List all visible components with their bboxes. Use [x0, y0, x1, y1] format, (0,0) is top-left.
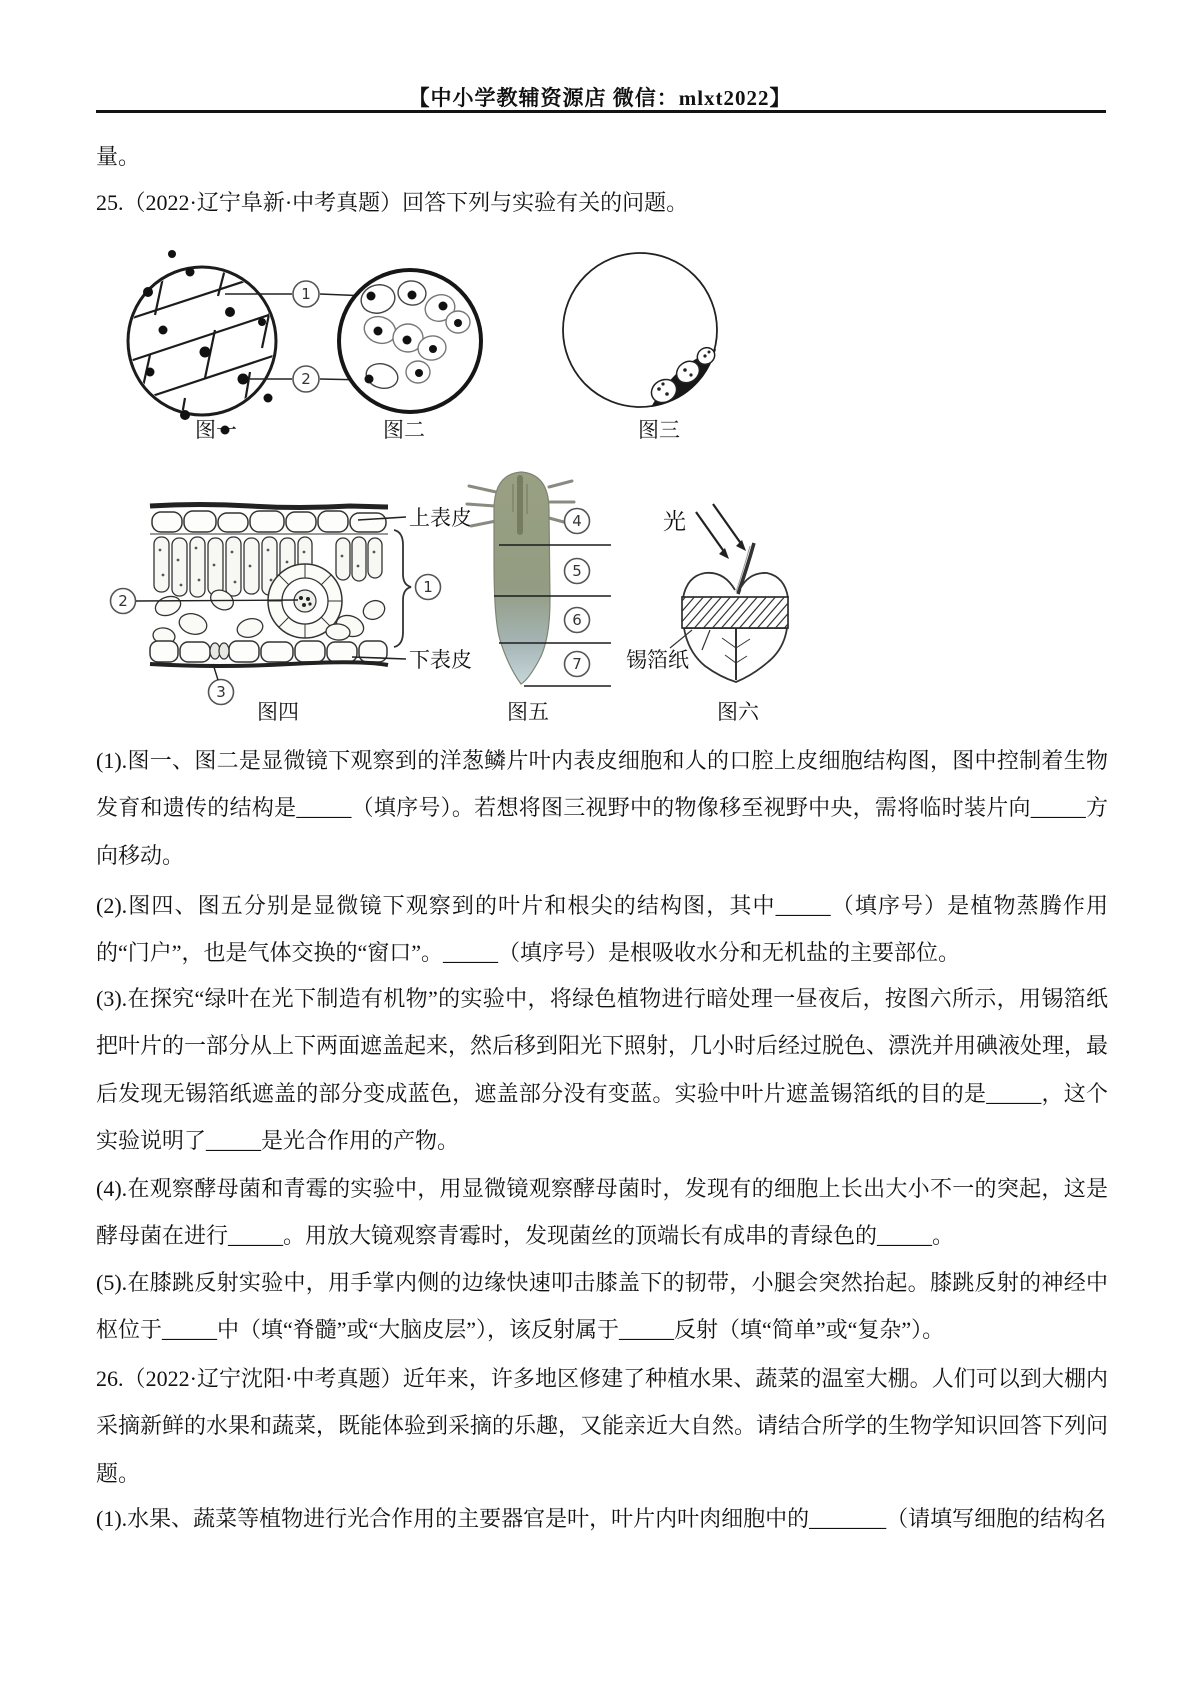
- marker-1: 1: [301, 285, 311, 303]
- fig2-oral-cells-diagram: [339, 270, 481, 412]
- fig4-marker-2: 2: [118, 592, 128, 610]
- fig3-field-of-view-diagram: [563, 253, 718, 407]
- fig5-marker-6: 6: [572, 611, 582, 629]
- fig4-lower-epidermis-label: 下表皮: [409, 648, 472, 672]
- question-25-2: (2).图四、图五分别是显微镜下观察到的叶片和根尖的结构图，其中_____（填序号）是植物蒸腾作用的“门户”，也是气体交换的“窗口”。_____（填序号）是根吸收水分和无机盐的主要部位。: [96, 893, 1108, 966]
- fig5-root-tip-diagram: [467, 472, 611, 686]
- fig2-caption: 图二: [383, 418, 425, 442]
- fig4-marker-1: 1: [423, 578, 433, 596]
- fig1-onion-cells-diagram: [118, 245, 290, 440]
- page-header: 【中小学教辅资源店 微信：mlxt2022】: [408, 86, 792, 110]
- question-26-1: (1).水果、蔬菜等植物进行光合作用的主要器官是叶，叶片内叶肉细胞中的_______（请填写细胞的结构名: [96, 1506, 1107, 1531]
- residual-text: 量。: [96, 144, 141, 169]
- header-rule: [96, 110, 1106, 113]
- fig5-marker-4: 4: [572, 512, 582, 530]
- question-25-5: (5).在膝跳反射实验中，用手掌内侧的边缘快速叩击膝盖下的韧带，小腿会突然抬起。膝跳反射的神经中枢位于_____中（填“脊髓”或“大脑皮层”），该反射属于_____反射（填“简单”或“复杂”）。: [96, 1270, 1108, 1343]
- fig6-light-label: 光: [663, 509, 686, 534]
- fig6-foil-leaf-diagram: [626, 504, 814, 682]
- marker-2: 2: [301, 370, 311, 388]
- fig4-marker-3: 3: [216, 683, 226, 701]
- question-25-4: (4).在观察酵母菌和青霉的实验中，用显微镜观察酵母菌时，发现有的细胞上长出大小不一的突起，这是酵母菌在进行_____。用放大镜观察青霉时，发现菌丝的顶端长有成串的青绿色的_____。: [96, 1176, 1108, 1249]
- fig6-caption: 图六: [717, 700, 759, 724]
- fig4-leaf-section-diagram: [111, 505, 473, 705]
- question-25-1: (1).图一、图二是显微镜下观察到的洋葱鳞片叶内表皮细胞和人的口腔上皮细胞结构图，图中控制着生物发育和遗传的结构是_____（填序号）。若想将图三视野中的物像移至视野中央，需将临时装片向_____方向移动。: [96, 748, 1108, 868]
- fig5-caption: 图五: [507, 700, 549, 724]
- fig4-bracket: [394, 530, 411, 647]
- biology-figure-diagrams: [90, 245, 820, 735]
- fig4-upper-epidermis-label: 上表皮: [409, 506, 472, 530]
- fig3-caption: 图三: [638, 418, 680, 442]
- question-25-3: (3).在探究“绿叶在光下制造有机物”的实验中，将绿色植物进行暗处理一昼夜后，按图六所示，用锡箔纸把叶片的一部分从上下两面遮盖起来，然后移到阳光下照射，几小时后经过脱色、漂洗并用碘液处理，最后发现无锡箔纸遮盖的部分变成蓝色，遮盖部分没有变蓝。实验中叶片遮盖锡箔纸的目的是_____，这个实验说明了_____是光合作用的产物。: [96, 986, 1109, 1153]
- question-26-heading: 26.（2022·辽宁沈阳·中考真题）近年来，许多地区修建了种植水果、蔬菜的温室大棚。人们可以到大棚内采摘新鲜的水果和蔬菜，既能体验到采摘的乐趣，又能亲近大自然。请结合所学的生物学知识回答下列问题。: [96, 1366, 1109, 1486]
- fig6-foil-label: 锡箔纸: [626, 648, 689, 672]
- fig5-marker-7: 7: [572, 655, 582, 673]
- fig4-caption: 图四: [257, 700, 299, 724]
- question-25-heading: 25.（2022·辽宁阜新·中考真题）回答下列与实验有关的问题。: [96, 190, 689, 215]
- fig1-caption: 图一: [195, 418, 237, 442]
- fig5-marker-5: 5: [572, 562, 582, 580]
